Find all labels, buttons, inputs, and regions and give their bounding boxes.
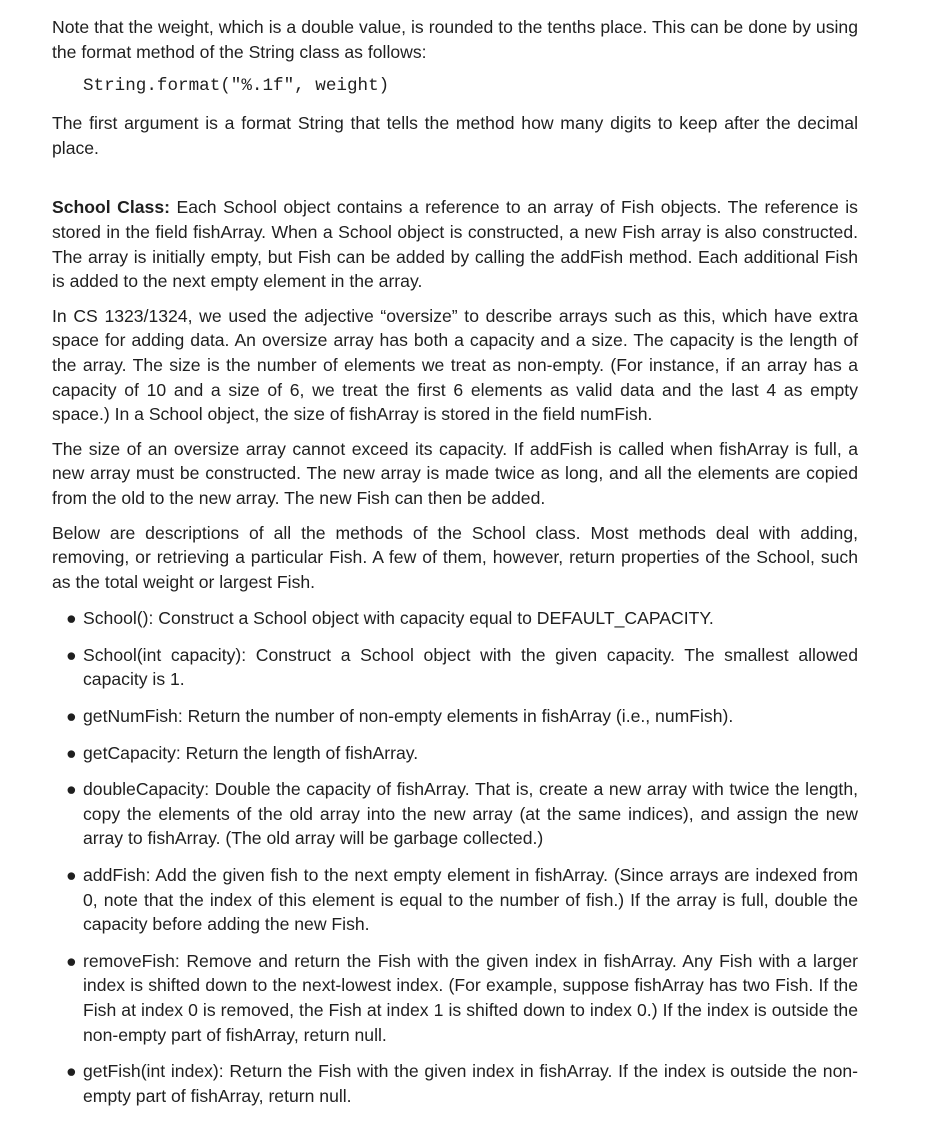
code-snippet: String.format("%.1f", weight)	[83, 76, 390, 97]
method-description: School(int capacity): Construct a School object with the given capacity. The smallest allowed capacity is 1.	[83, 644, 858, 690]
bullet-icon: ●	[66, 742, 77, 763]
list-item	[52, 606, 858, 631]
bullet-icon: ●	[66, 644, 77, 665]
bullet-icon: ●	[66, 706, 77, 727]
oversize-paragraph: In CS 1323/1324, we used the adjective “oversize” to describe arrays such as this, which have extra space for adding data. An oversize array has both a capacity and a size. The capacity is the length of the array. The size is the number of elements we treat as non-empty. (For instance, if an array has a capacity of 10 and a size of 6, we treat the first 6 elements as valid data and the last 4 as empty space.) In a School object, the size of fishArray is stored in the field numFish.	[52, 305, 858, 425]
method-description: addFish: Add the given fish to the next empty element in fishArray. (Since arrays are indexed from 0, note that the index of this element is equal to the number of fish.) If the array is full, double the capacity before adding the new Fish.	[83, 865, 858, 935]
bullet-icon: ●	[66, 865, 77, 886]
method-description: doubleCapacity: Double the capacity of fishArray. That is, create a new array with twice the length, copy the elements of the old array into the new array (at the same indices), and assign the new array to fishArray. (The old array will be garbage collected.)	[83, 779, 858, 849]
method-description: getFish(int index): Return the Fish with the given index in fishArray. If the index is outside the non-empty part of fishArray, return null.	[83, 1061, 858, 1106]
bullet-icon: ●	[66, 950, 77, 971]
list-item	[52, 777, 858, 851]
method-description: getNumFish: Return the number of non-empty elements in fishArray (i.e., numFish).	[83, 706, 734, 727]
bullet-icon: ●	[66, 779, 77, 800]
methods-list	[52, 606, 858, 1108]
school-class-heading: School Class:	[52, 197, 170, 218]
list-item	[52, 704, 858, 729]
list-item	[52, 643, 858, 692]
method-description: getCapacity: Return the length of fishArray.	[83, 742, 419, 763]
school-class-text: Each School object contains a reference to an array of Fish objects. The reference is stored in the field fishArray. When a School object is constructed, a new Fish array is also constructed. The array is initially empty, but Fish can be added by calling the addFish method. Each additional Fish is added to the next empty element in the array.	[52, 197, 858, 292]
list-item	[52, 741, 858, 766]
bullet-icon: ●	[66, 1061, 77, 1082]
list-item	[52, 863, 858, 937]
methods-intro-paragraph: Below are descriptions of all the methods of the School class. Most methods deal with adding, removing, or retrieving a particular Fish. A few of them, however, return properties of the School, such as the total weight or largest Fish.	[52, 522, 858, 592]
intro-paragraph: Note that the weight, which is a double value, is rounded to the tenths place. This can be done by using the format method of the String class as follows:	[52, 17, 858, 62]
bullet-icon: ●	[66, 608, 77, 629]
method-description: School(): Construct a School object with capacity equal to DEFAULT_CAPACITY.	[83, 608, 714, 629]
list-item	[52, 949, 858, 1047]
format-explanation: The first argument is a format String that tells the method how many digits to keep after the decimal place.	[52, 113, 858, 158]
list-item	[52, 1059, 858, 1108]
school-class-paragraph	[52, 195, 858, 293]
method-description: removeFish: Remove and return the Fish with the given index in fishArray. Any Fish with a larger index is shifted down to the next-lowest index. (For example, suppose fishArray has two Fish. If the Fish at index 0 is removed, the Fish at index 1 is shifted down to index 0.) If the index is outside the non-empty part of fishArray, return null.	[83, 950, 858, 1045]
capacity-paragraph: The size of an oversize array cannot exceed its capacity. If addFish is called when fishArray is full, a new array must be constructed. The new array is made twice as long, and all the elements are copied from the old to the new array. The new Fish can then be added.	[52, 438, 858, 508]
